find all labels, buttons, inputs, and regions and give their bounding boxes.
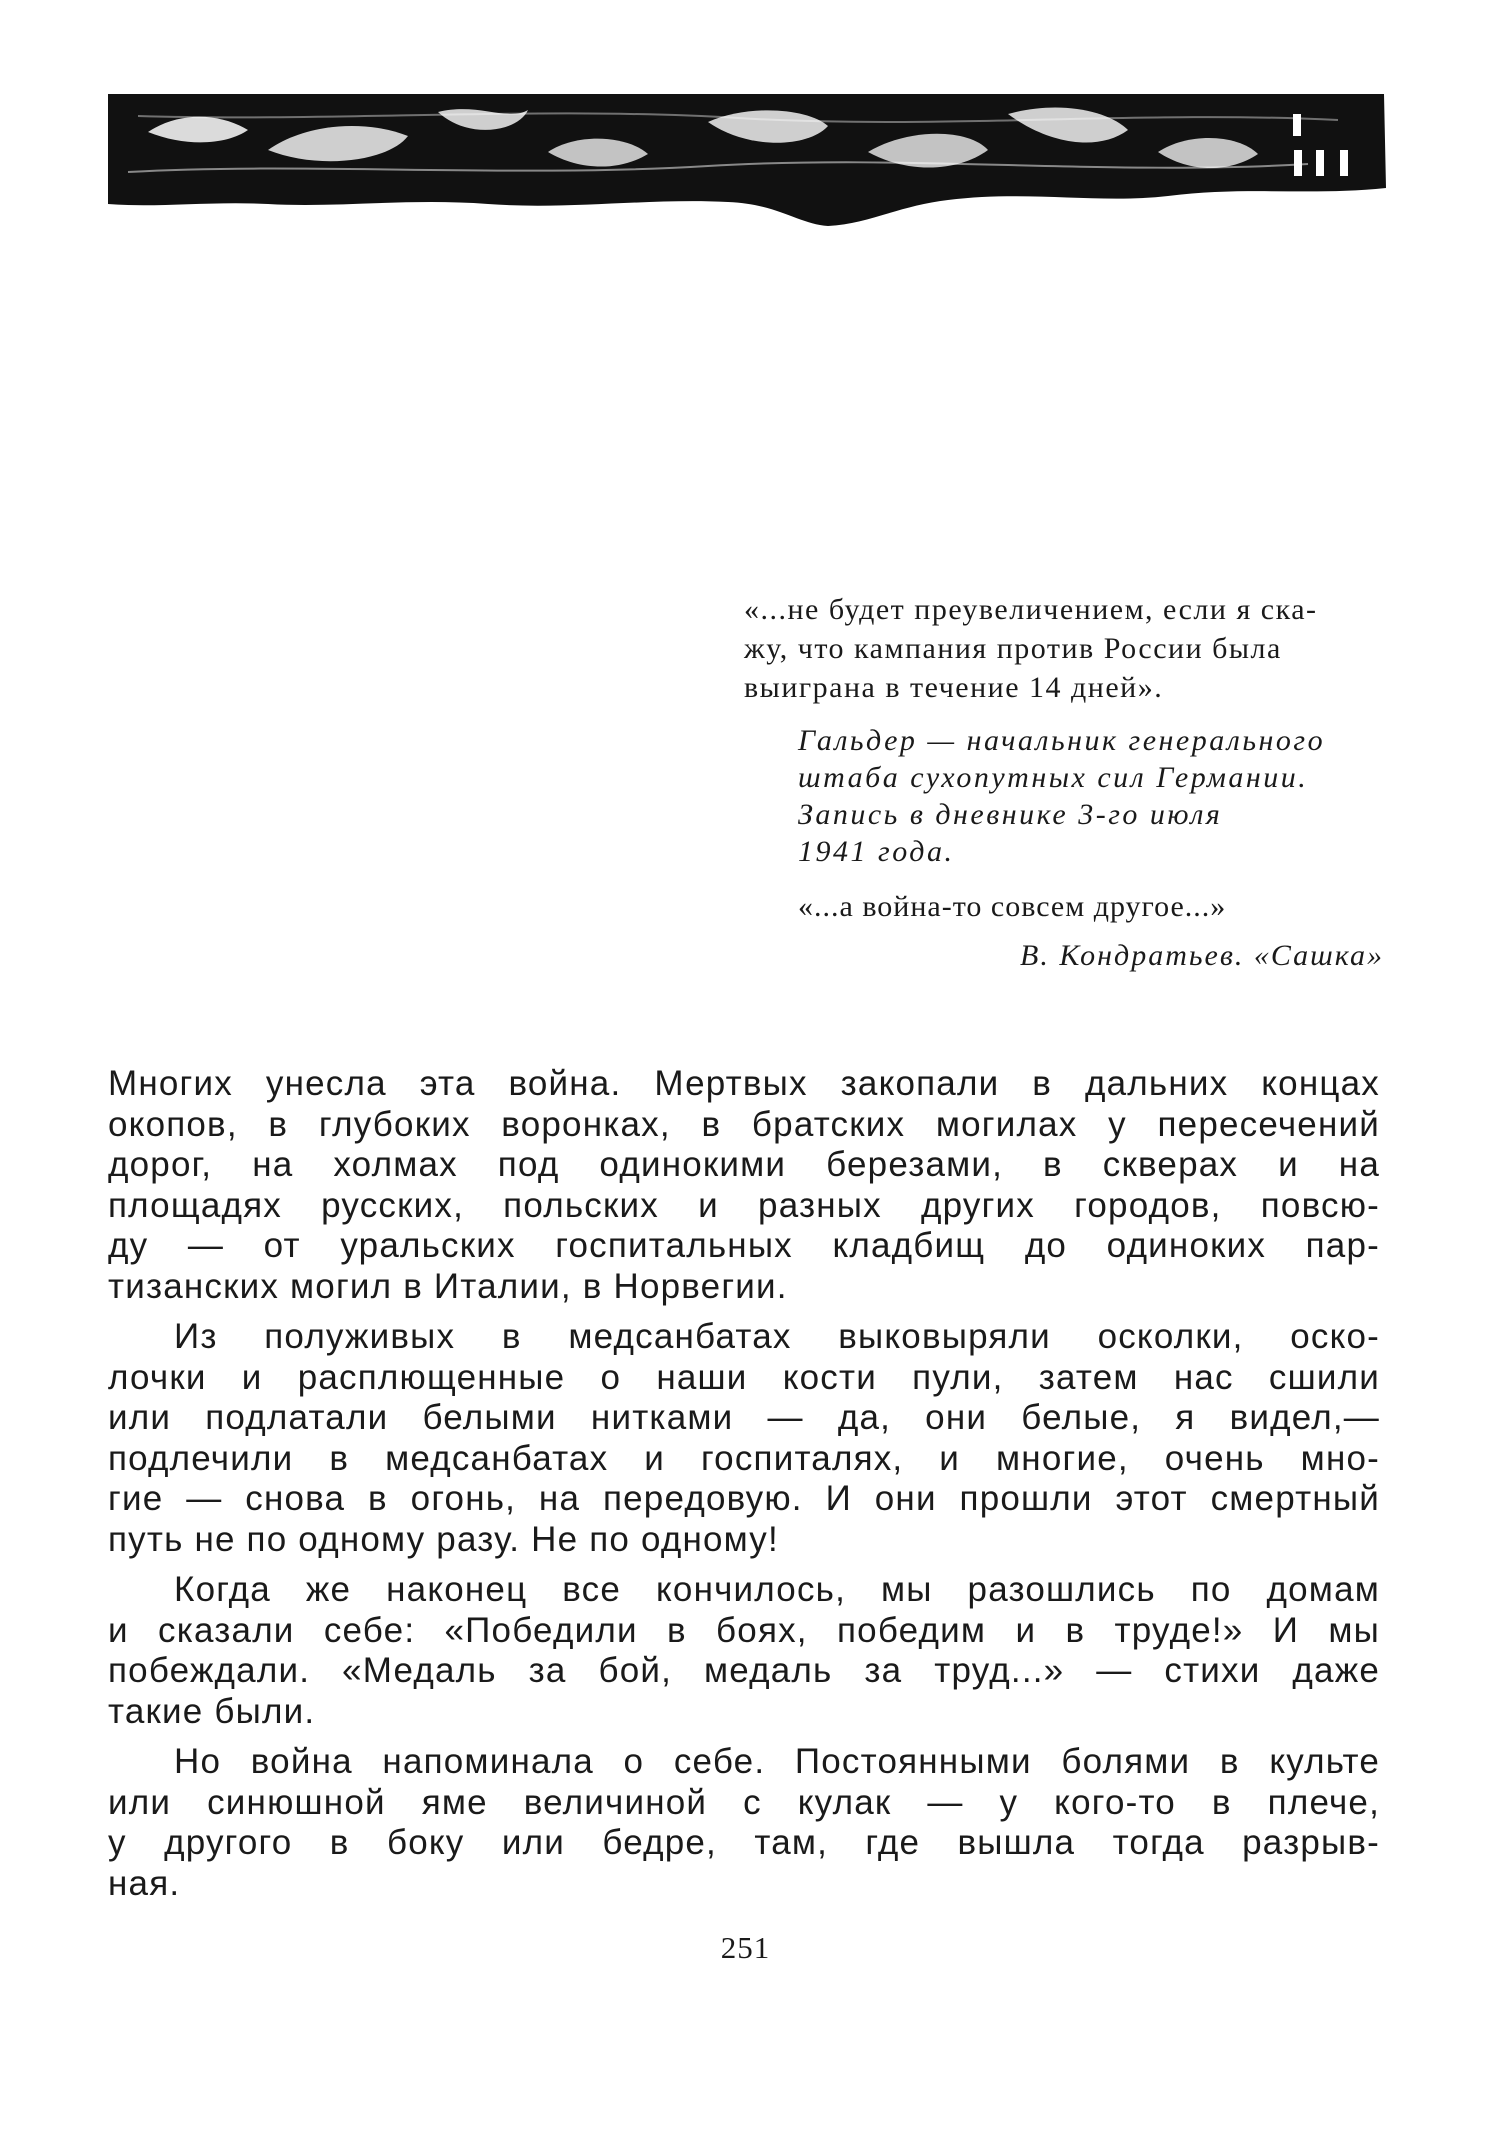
decorative-header-ornament	[108, 92, 1386, 232]
body-text	[108, 1064, 1380, 1904]
attribution-line: Гальдер — начальник генерального	[798, 724, 1326, 757]
attribution-line: Запись в дневнике 3-го июля	[798, 798, 1223, 831]
text-line: Из полуживых в медсанбатах выковыряли осколки, оско-	[174, 1317, 1380, 1356]
epigraph-line: «...не будет преувеличением, если я ска-	[744, 593, 1318, 626]
text-line: или синюшной яме величиной с кулак — у кого-то в плече,	[108, 1782, 1380, 1822]
text-line: Многих унесла эта война. Мертвых закопали в дальних концах	[108, 1064, 1380, 1103]
text-line: или подлатали белыми нитками — да, они белые, я видел,—	[108, 1398, 1380, 1437]
text-line: путь не по одному разу. Не по одному!	[108, 1519, 779, 1559]
epigraph-attribution-1	[798, 722, 1398, 870]
paragraph	[108, 1064, 1380, 1307]
text-line: ду — от уральских госпитальных кладбищ до одиноких пар-	[108, 1226, 1380, 1265]
epigraph-quote-1	[744, 590, 1384, 707]
paragraph	[108, 1742, 1380, 1904]
epigraph-line: выиграна в течение 14 дней».	[744, 671, 1164, 704]
text-line: ная.	[108, 1863, 181, 1903]
text-line: Но война напоминала о себе. Постоянными болями в культе	[174, 1742, 1380, 1781]
epigraph-attribution-2	[600, 937, 1384, 974]
paragraph	[108, 1570, 1380, 1732]
text-line: и сказали себе: «Победили в боях, победим и в труде!» И мы	[108, 1610, 1380, 1650]
text-line: гие — снова в огонь, на передовую. И они прошли этот смертный	[108, 1479, 1380, 1518]
paragraph	[108, 1317, 1380, 1560]
text-line: окопов, в глубоких воронках, в братских могилах у пересечений	[108, 1104, 1380, 1144]
text-line: площадях русских, польских и разных других городов, повсю-	[108, 1185, 1380, 1225]
text-line: подлечили в медсанбатах и госпиталях, и многие, очень мно-	[108, 1438, 1380, 1478]
text-line: тизанских могил в Италии, в Норвегии.	[108, 1266, 788, 1306]
epigraph-line: жу, что кампания против России была	[744, 632, 1282, 665]
page-number: 251	[720, 1930, 771, 1965]
text-line: лочки и расплющенные о наши кости пули, затем нас сшили	[108, 1357, 1380, 1397]
text-line: у другого в боку или бедре, там, где вышла тогда разрыв-	[108, 1823, 1380, 1862]
epigraph-line: «...а война-то совсем другое...»	[798, 890, 1227, 923]
text-line: такие были.	[108, 1691, 316, 1731]
text-line: Когда же наконец все кончилось, мы разошлись по домам	[174, 1570, 1380, 1609]
epigraph-quote-2	[798, 888, 1358, 925]
text-line: дорог, на холмах под одинокими березами, в скверах и на	[108, 1145, 1380, 1184]
attribution-line: штаба сухопутных сил Германии.	[798, 761, 1309, 794]
attribution-line: В. Кондратьев. «Сашка»	[1020, 939, 1384, 972]
attribution-line: 1941 года.	[798, 835, 955, 868]
text-line: побеждали. «Медаль за бой, медаль за труд...» — стихи даже	[108, 1651, 1380, 1690]
